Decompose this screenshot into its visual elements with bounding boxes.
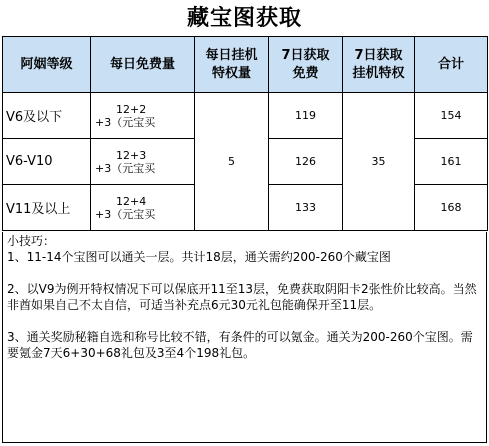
cell-level: V6及以下 bbox=[3, 93, 91, 139]
header-7day-free: 7日获取 免费 bbox=[269, 37, 343, 93]
tips-section bbox=[2, 232, 487, 443]
cell-level: V6-V10 bbox=[3, 139, 91, 185]
header-daily-free: 每日免费量 bbox=[91, 37, 195, 93]
cell-daily-free: 12+4 +3（元宝买 bbox=[91, 185, 195, 231]
page-title: 藏宝图获取 bbox=[186, 5, 302, 31]
tip-3: 3、通关奖励秘籍自选和称号比较不错，有条件的可以氪金。通关为200-260个宝图。需要氪金7天6+30+68礼包及3至4个198礼包。 bbox=[7, 330, 473, 360]
cell-7day-free: 133 bbox=[269, 185, 343, 231]
cell-total: 154 bbox=[415, 93, 488, 139]
cell-level: V11及以上 bbox=[3, 185, 91, 231]
table-row bbox=[3, 93, 488, 139]
cell-daily-free: 12+2 +3（元宝买 bbox=[91, 93, 195, 139]
cell-daily-idle: 5 bbox=[195, 93, 269, 231]
cell-total: 161 bbox=[415, 139, 488, 185]
tip-2: 2、以V9为例开特权情况下可以保底开11至13层，免费获取阴阳卡2张性价比较高。当然非酋如果自己不太自信，可适当补充点6元30元礼包能确保开至11层。 bbox=[7, 282, 477, 312]
header-total: 合计 bbox=[415, 37, 488, 93]
cell-7day-free: 126 bbox=[269, 139, 343, 185]
cell-7day-idle: 35 bbox=[343, 93, 415, 231]
table-header-row bbox=[3, 37, 488, 93]
header-daily-idle: 每日挂机 特权量 bbox=[195, 37, 269, 93]
treasure-map-table bbox=[2, 36, 488, 231]
tips-heading: 小技巧： bbox=[7, 234, 56, 248]
header-7day-idle: 7日获取 挂机特权 bbox=[343, 37, 415, 93]
cell-7day-free: 119 bbox=[269, 93, 343, 139]
cell-daily-free: 12+3 +3（元宝买 bbox=[91, 139, 195, 185]
header-level: 阿姻等级 bbox=[3, 37, 91, 93]
tip-1: 1、11-14个宝图可以通关一层。共计18层，通关需约200-260个藏宝图 bbox=[7, 250, 391, 264]
cell-total: 168 bbox=[415, 185, 488, 231]
